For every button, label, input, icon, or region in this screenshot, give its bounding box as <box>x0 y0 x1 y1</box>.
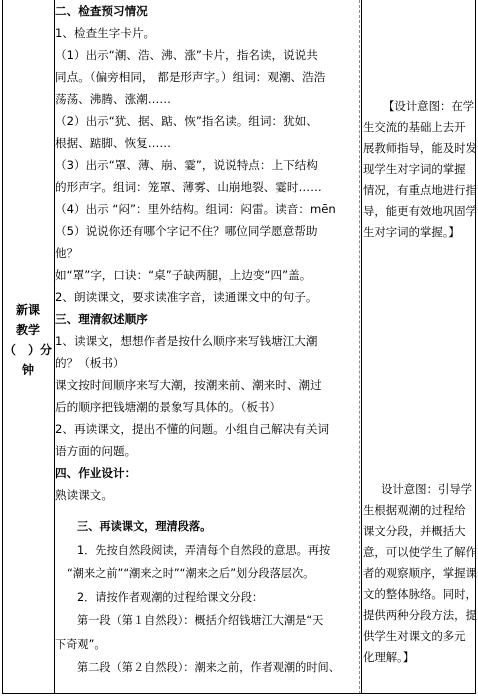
note-line: 设计意图：引导学 <box>381 482 473 496</box>
row-label <box>2 300 54 380</box>
text-line: 2、再读课文，提出不懂的问题。小组自己解决有关词 <box>55 422 330 436</box>
text-line: 他？ <box>55 246 79 260</box>
lesson-plan-table <box>2 0 476 694</box>
note-line: 生根据观潮的过程给 <box>363 503 466 517</box>
text-line: 第二段（第２自然段）：潮来之前，作者观潮的时间、 <box>77 661 340 674</box>
text-line: 的？（板书） <box>55 356 125 370</box>
text-line: （5）说说你还有哪个字记不住？哪位同学愿意帮助 <box>55 224 318 238</box>
text-line: 第一段（第１自然段）：概括介绍钱塘江大潮是“天 <box>77 614 324 627</box>
text-line: “潮来之前”“潮来之时”“潮来之后”划分段落层次。 <box>67 567 315 580</box>
text-line: 2．请按作者观潮的过程给课文分段： <box>77 590 264 604</box>
heading-check-preview: 二、检查预习情况 <box>55 4 148 18</box>
note-line: 化理解。】 <box>363 650 415 664</box>
text-line: 2、朗读课文，要求读准字音，读通课文中的句子。 <box>55 290 318 304</box>
lesson-content <box>55 0 360 680</box>
row-label-line: 钟 <box>21 363 34 377</box>
text-line: 如“罩”字，口诀：“桌”子缺两腿，上边变“四”盖。 <box>55 268 312 282</box>
heading-homework: 四、作业设计： <box>55 466 137 480</box>
text-line: 下奇观”。 <box>55 637 106 651</box>
text-line: 1、检查生字卡片。 <box>55 26 156 40</box>
note-line: 课文分段，并概括大 <box>363 524 466 538</box>
row-label-line: 新课 <box>15 303 40 317</box>
section-paragraphs <box>55 515 360 680</box>
note-line: 提供两种分段方法，提 <box>363 608 477 622</box>
text-line: 1．先按自然段阅读，弄清每个自然段的意思。再按 <box>77 543 331 557</box>
design-intent-note-2 <box>363 479 476 668</box>
row-label-line: 教学 <box>15 323 40 337</box>
text-line: 荡荡、沸腾、涨潮…… <box>55 92 171 106</box>
note-line: 者的观察顺序，掌握课 <box>363 566 477 580</box>
text-line: 课文按时间顺序来写大潮，按潮来前、潮来时、潮过 <box>55 378 322 392</box>
note-line: 生交流的基础上去开 <box>363 120 466 134</box>
text-line: 熟读课文。 <box>55 488 113 502</box>
note-line: 情况，有重点地进行指 <box>363 183 477 197</box>
text-line: 语方面的问题。 <box>55 444 137 458</box>
text-line: 1、读课文，想想作者是按什么顺序来写钱塘江大潮 <box>55 334 318 348</box>
text-line: 根据、踮脚、恢复…… <box>55 136 171 150</box>
note-line: 供学生对课文的多元 <box>363 629 466 643</box>
note-line: 生对字词的掌握。】 <box>363 225 460 239</box>
text-line: 同点。（偏旁相同， 都是形声字。）组词：观潮、浩浩 <box>55 70 326 84</box>
text-line: 后的顺序把钱塘潮的景象写具体的。（板书） <box>55 400 282 414</box>
note-line: 现学生对字词的掌握 <box>363 162 466 176</box>
heading-order: 三、理清叙述顺序 <box>55 312 148 326</box>
section-review-preview <box>55 0 360 506</box>
heading-reread: 三、再读课文，理清段落。 <box>77 520 212 533</box>
note-line: 【设计意图：在学 <box>383 99 475 113</box>
design-intent-note-1 <box>363 96 476 243</box>
column-divider-2 <box>361 0 362 694</box>
note-line: 意，可以使学生了解作 <box>363 545 477 559</box>
text-line: （4）出示 “闷”：里外结构。组词：闷雷。读音：mēn <box>55 202 336 216</box>
note-line: 导，能更有效地巩固学 <box>363 204 477 218</box>
table-border-bottom <box>2 693 476 694</box>
note-line: 展教师指导，能及时发 <box>363 141 477 155</box>
row-label-line: （ ）分 <box>3 343 52 357</box>
note-line: 文的整体脉络。同时， <box>363 587 477 601</box>
text-line: 的形声字。组词：笼罩、薄雾、山崩地裂、霎时…… <box>55 180 322 194</box>
text-line: （3）出示“罩、薄、崩、霎”，说说特点：上下结构 <box>55 158 318 172</box>
text-line: （1）出示“潮、浩、沸、涨”卡片，指名读，说说共 <box>55 48 318 62</box>
text-line: （2）出示“犹、据、踮、恢”指名读。组词：犹如、 <box>55 114 318 128</box>
